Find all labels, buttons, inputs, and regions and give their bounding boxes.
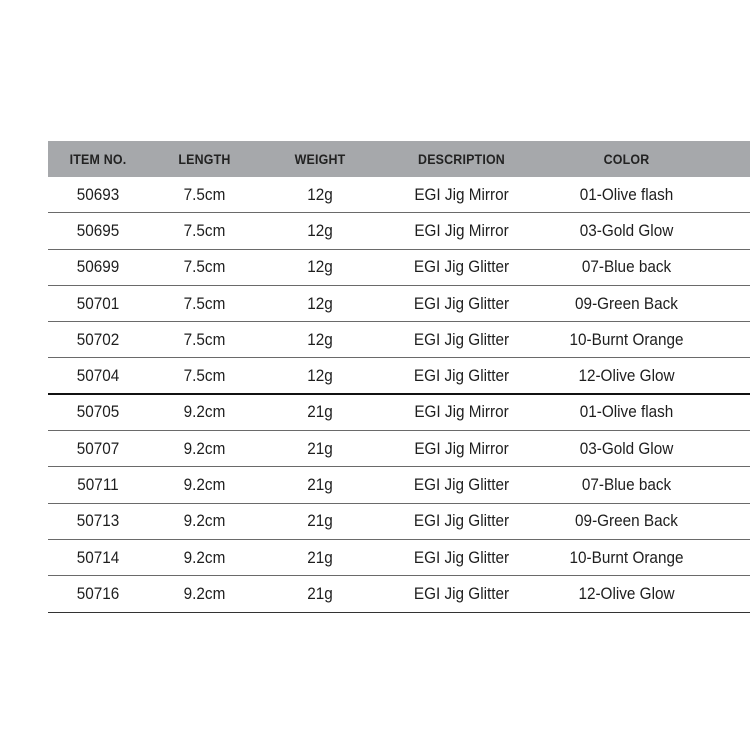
cell-description: EGI Jig Mirror bbox=[414, 184, 509, 204]
header-weight: WEIGHT bbox=[294, 151, 346, 167]
cell-description: EGI Jig Mirror bbox=[414, 402, 509, 422]
cell-length: 7.5cm bbox=[183, 329, 226, 349]
cell-length: 9.2cm bbox=[183, 402, 226, 422]
cell-length: 9.2cm bbox=[183, 438, 226, 458]
cell-weight: 12g bbox=[307, 329, 333, 349]
cell-description: EGI Jig Glitter bbox=[413, 547, 510, 567]
table-row bbox=[48, 322, 750, 358]
table-header-row bbox=[48, 141, 750, 177]
product-spec-table bbox=[48, 141, 750, 613]
table-row bbox=[48, 358, 750, 394]
cell-weight: 21g bbox=[307, 475, 333, 495]
table-row bbox=[48, 213, 750, 249]
cell-weight: 12g bbox=[307, 184, 333, 204]
cell-description: EGI Jig Glitter bbox=[413, 511, 510, 531]
cell-description: EGI Jig Glitter bbox=[413, 329, 510, 349]
cell-color: 09-Green Back bbox=[575, 293, 678, 313]
cell-description: EGI Jig Glitter bbox=[413, 257, 510, 277]
cell-item-no: 50704 bbox=[76, 365, 120, 385]
table-row bbox=[48, 504, 750, 540]
cell-length: 7.5cm bbox=[183, 365, 226, 385]
cell-length: 7.5cm bbox=[183, 220, 226, 240]
cell-length: 9.2cm bbox=[183, 583, 226, 603]
table-row bbox=[48, 250, 750, 286]
cell-length: 9.2cm bbox=[183, 475, 226, 495]
cell-item-no: 50693 bbox=[76, 184, 120, 204]
table-row bbox=[48, 395, 750, 431]
cell-weight: 12g bbox=[307, 257, 333, 277]
cell-item-no: 50701 bbox=[76, 293, 120, 313]
header-color: COLOR bbox=[603, 151, 650, 167]
cell-item-no: 50714 bbox=[76, 547, 120, 567]
cell-weight: 21g bbox=[307, 511, 333, 531]
cell-length: 9.2cm bbox=[183, 511, 226, 531]
cell-item-no: 50705 bbox=[76, 402, 120, 422]
table-row bbox=[48, 177, 750, 213]
cell-description: EGI Jig Glitter bbox=[413, 475, 510, 495]
cell-description: EGI Jig Glitter bbox=[413, 293, 510, 313]
cell-item-no: 50699 bbox=[76, 257, 120, 277]
cell-color: 10-Burnt Orange bbox=[569, 547, 684, 567]
header-item-no: ITEM NO. bbox=[69, 151, 127, 167]
cell-description: EGI Jig Glitter bbox=[413, 365, 510, 385]
cell-weight: 21g bbox=[307, 438, 333, 458]
table-row bbox=[48, 467, 750, 503]
cell-color: 01-Olive flash bbox=[579, 402, 674, 422]
cell-description: EGI Jig Mirror bbox=[414, 220, 509, 240]
cell-color: 03-Gold Glow bbox=[579, 438, 674, 458]
cell-weight: 12g bbox=[307, 220, 333, 240]
cell-item-no: 50695 bbox=[76, 220, 120, 240]
cell-weight: 21g bbox=[307, 402, 333, 422]
table-row bbox=[48, 431, 750, 467]
cell-color: 03-Gold Glow bbox=[579, 220, 674, 240]
header-length: LENGTH bbox=[178, 151, 231, 167]
cell-item-no: 50711 bbox=[77, 475, 119, 495]
cell-length: 7.5cm bbox=[183, 184, 226, 204]
cell-item-no: 50702 bbox=[76, 329, 120, 349]
cell-item-no: 50713 bbox=[76, 511, 120, 531]
cell-weight: 12g bbox=[307, 365, 333, 385]
cell-item-no: 50716 bbox=[76, 583, 120, 603]
header-description: DESCRIPTION bbox=[418, 151, 505, 167]
cell-length: 7.5cm bbox=[183, 293, 226, 313]
cell-item-no: 50707 bbox=[76, 438, 120, 458]
cell-length: 7.5cm bbox=[183, 257, 226, 277]
cell-weight: 21g bbox=[307, 583, 333, 603]
cell-color: 12-Olive Glow bbox=[578, 583, 675, 603]
cell-description: EGI Jig Glitter bbox=[413, 583, 510, 603]
cell-color: 12-Olive Glow bbox=[578, 365, 675, 385]
cell-weight: 21g bbox=[307, 547, 333, 567]
table-row bbox=[48, 576, 750, 612]
table-row bbox=[48, 540, 750, 576]
cell-color: 10-Burnt Orange bbox=[569, 329, 684, 349]
cell-color: 01-Olive flash bbox=[579, 184, 674, 204]
cell-description: EGI Jig Mirror bbox=[414, 438, 509, 458]
table-row bbox=[48, 286, 750, 322]
cell-color: 09-Green Back bbox=[575, 511, 678, 531]
cell-length: 9.2cm bbox=[183, 547, 226, 567]
cell-color: 07-Blue back bbox=[581, 257, 672, 277]
cell-weight: 12g bbox=[307, 293, 333, 313]
cell-color: 07-Blue back bbox=[581, 475, 672, 495]
